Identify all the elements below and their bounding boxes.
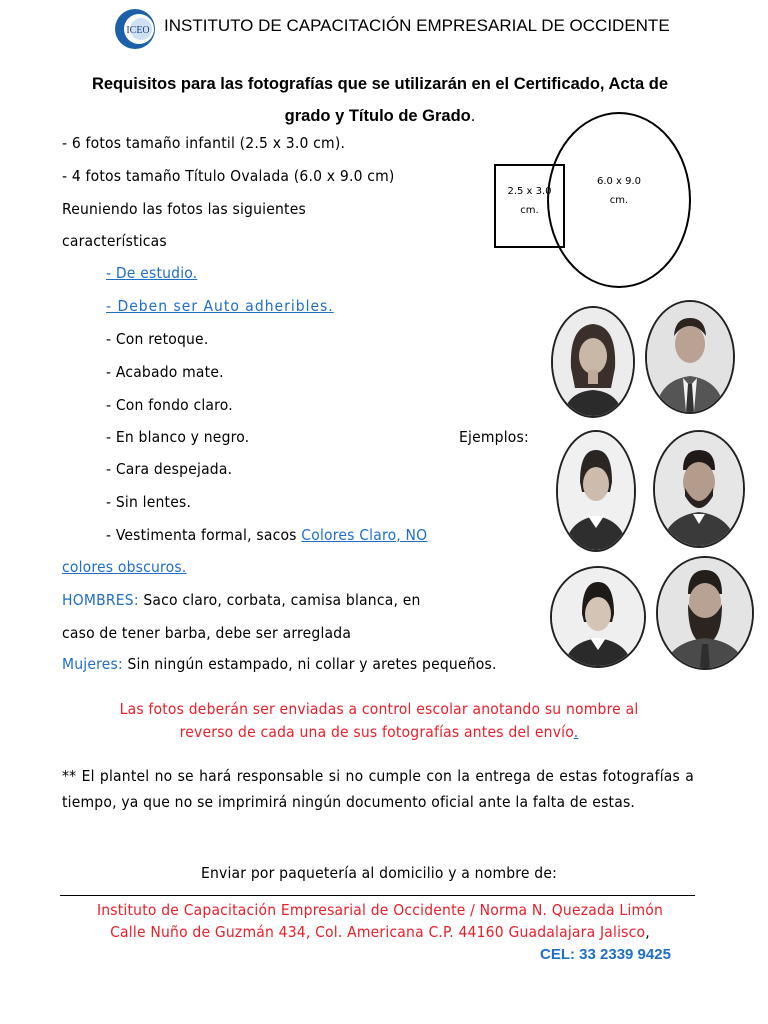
oval-size-frame: 6.0 x 9.0 cm. bbox=[547, 112, 691, 288]
disclaimer: ** El plantel no se hará responsable si no cumple con la entrega de estas fotografías a tiempo, ya que no se imprimirá ningún documento oficial ante la falta de estas. bbox=[62, 767, 694, 811]
requirements-title: Requisitos para las fotografías que se utilizarán en el Certificado, Acta de grado y Título de Grado. bbox=[60, 68, 700, 132]
characteristic-cara: - Cara despejada. bbox=[106, 460, 233, 478]
men-requirement-cont: caso de tener barba, debe ser arreglada bbox=[62, 624, 352, 642]
ship-to-label: Enviar por paquetería al domicilio y a nombre de: bbox=[200, 864, 558, 882]
example-photo-woman-2 bbox=[556, 430, 636, 552]
examples-label: Ejemplos: bbox=[459, 428, 529, 446]
header-title: INSTITUTO DE CAPACITACIÓN EMPRESARIAL DE OCCIDENTE bbox=[164, 16, 670, 35]
example-photo-woman-3 bbox=[550, 566, 646, 668]
men-label: HOMBRES: bbox=[62, 591, 139, 609]
characteristic-blanco-negro: - En blanco y negro. bbox=[106, 428, 250, 446]
example-photo-woman-1 bbox=[551, 306, 635, 418]
characteristic-acabado: - Acabado mate. bbox=[106, 363, 224, 381]
address-line2: Calle Nuño de Guzmán 434, Col. Americana C.P. 44160 Guadalajara Jalisco bbox=[110, 923, 646, 941]
women-label: Mujeres: bbox=[62, 655, 123, 673]
characteristic-vestimenta: - Vestimenta formal, sacos Colores Claro, NO bbox=[106, 526, 428, 544]
example-photo-man-2 bbox=[653, 430, 745, 548]
requirements-title-line2: grado y Título de Grado bbox=[284, 107, 471, 125]
address: Instituto de Capacitación Empresarial de Occidente / Norma N. Quezada Limón Calle Nuño de Guzmán 434, Col. Americana C.P. 44160 Guadalajara Jalisco, bbox=[62, 899, 698, 943]
attire-colors-link-cont[interactable]: colores obscuros. bbox=[62, 558, 187, 576]
address-line1: Instituto de Capacitación Empresarial de Occidente / Norma N. Quezada Limón bbox=[96, 901, 664, 919]
characteristic-lentes: - Sin lentes. bbox=[106, 493, 192, 511]
attire-colors-link[interactable]: Colores Claro, NO bbox=[301, 526, 428, 544]
characteristic-retoque: - Con retoque. bbox=[106, 330, 209, 348]
example-photo-man-1 bbox=[645, 300, 735, 414]
photo-count-ovalada: - 4 fotos tamaño Título Ovalada (6.0 x 9.0 cm) bbox=[62, 167, 395, 185]
divider-line bbox=[60, 895, 695, 896]
photo-count-infantil: - 6 fotos tamaño infantil (2.5 x 3.0 cm). bbox=[62, 134, 346, 152]
send-notice: Las fotos deberán ser enviadas a control escolar anotando su nombre al reverso de cada una de sus fotografías antes del envío. bbox=[119, 700, 639, 741]
characteristic-fondo: - Con fondo claro. bbox=[106, 396, 233, 414]
intro-line1: Reuniendo las fotos las siguientes bbox=[62, 200, 306, 218]
characteristic-de-estudio[interactable]: - De estudio. bbox=[106, 264, 198, 282]
intro-line2: características bbox=[62, 232, 167, 250]
phone-number: CEL: 33 2339 9425 bbox=[540, 946, 671, 963]
characteristic-auto-adheribles[interactable]: - Deben ser Auto adheribles. bbox=[106, 297, 334, 315]
example-photo-man-3 bbox=[656, 556, 754, 670]
requirements-title-line1: Requisitos para las fotografías que se utilizarán en el Certificado, Acta de bbox=[91, 75, 669, 93]
svg-text:ICEO: ICEO bbox=[126, 25, 150, 36]
institute-logo bbox=[114, 8, 156, 50]
women-requirement: Mujeres: Sin ningún estampado, ni collar y aretes pequeños. bbox=[62, 655, 497, 673]
infantil-size-frame: 2.5 x 3.0 cm. bbox=[494, 164, 565, 248]
men-requirement: HOMBRES: Saco claro, corbata, camisa blanca, en bbox=[62, 591, 421, 609]
